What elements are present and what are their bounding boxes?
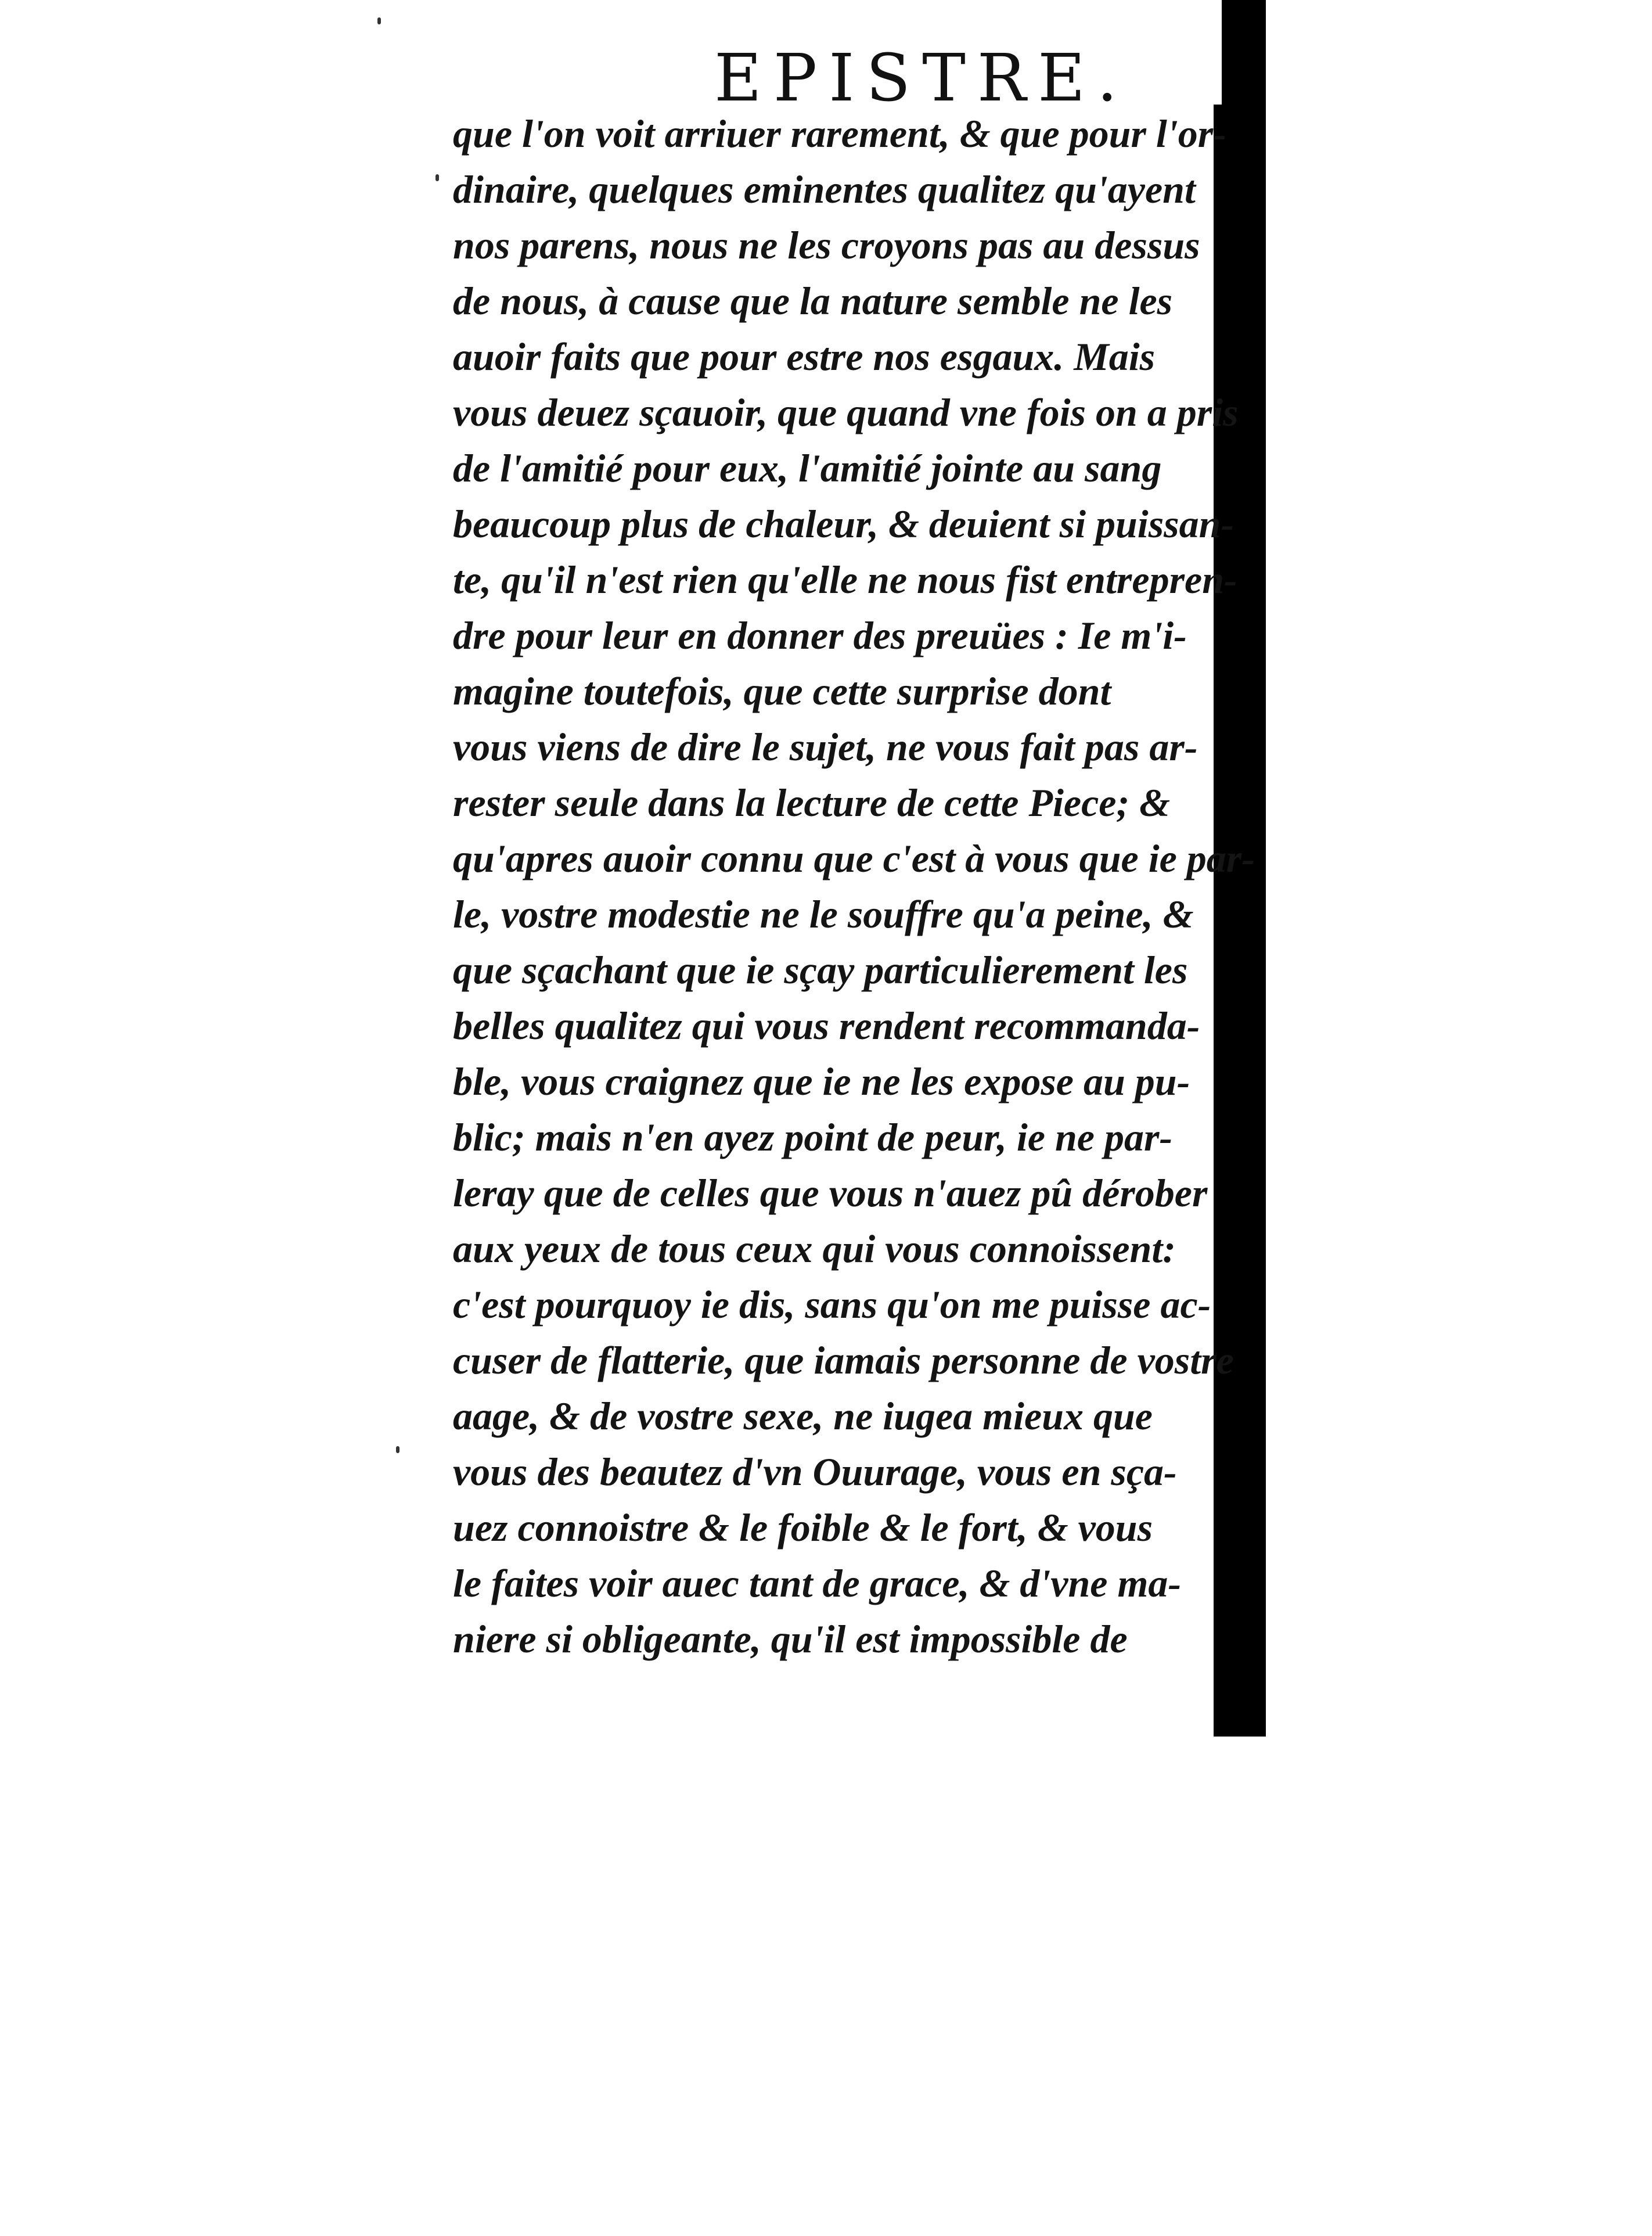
text-line: nos parens, nous ne les croyons pas au dessus — [453, 223, 1200, 267]
ink-speck — [396, 1446, 399, 1453]
text-line: auoir faits que pour estre nos esgaux. Mais — [453, 335, 1156, 379]
text-line: beaucoup plus de chaleur, & deuient si puissan- — [453, 502, 1234, 546]
ink-speck — [377, 17, 381, 24]
text-line: c'est pourquoy ie dis, sans qu'on me puisse ac- — [453, 1282, 1211, 1326]
text-line: niere si obligeante, qu'il est impossible de — [453, 1617, 1128, 1661]
text-line: ble, vous craignez que ie ne les expose au pu- — [453, 1059, 1190, 1103]
ink-speck — [436, 174, 439, 181]
text-line: magine toutefois, que cette surprise dont — [453, 669, 1111, 713]
text-line: cuser de flatterie, que iamais personne de vostre — [453, 1338, 1234, 1382]
text-line: que l'on voit arriuer rarement, & que pour l'or- — [453, 112, 1226, 156]
text-line: que sçachant que ie sçay particulierement les — [453, 948, 1188, 992]
text-line: belles qualitez qui vous rendent recommanda- — [453, 1004, 1200, 1048]
text-line: aux yeux de tous ceux qui vous connoissent: — [453, 1227, 1176, 1271]
text-line: le, vostre modestie ne le souffre qu'a peine, & — [453, 892, 1194, 936]
text-line: blic; mais n'en ayez point de peur, ie ne par- — [453, 1115, 1173, 1159]
body-text — [453, 105, 1266, 1673]
text-line: de nous, à cause que la nature semble ne les — [453, 279, 1173, 323]
text-line: le faites voir auec tant de grace, & d'vne ma- — [453, 1561, 1181, 1605]
running-title: EPISTRE. — [714, 41, 1129, 116]
text-line: rester seule dans la lecture de cette Piece; & — [453, 781, 1170, 825]
text-line: vous des beautez d'vn Ouurage, vous en sça- — [453, 1450, 1177, 1494]
text-line: aage, & de vostre sexe, ne iugea mieux que — [453, 1394, 1153, 1438]
text-line: leray que de celles que vous n'auez pû dérober — [453, 1171, 1208, 1215]
text-line: qu'apres auoir connu que c'est à vous que ie par- — [453, 836, 1255, 880]
text-line: de l'amitié pour eux, l'amitié jointe au sang — [453, 446, 1162, 490]
text-line: dre pour leur en donner des preuües : Ie m'i- — [453, 613, 1187, 657]
text-line: vous viens de dire le sujet, ne vous fait pas ar- — [453, 725, 1198, 769]
text-line: te, qu'il n'est rien qu'elle ne nous fist entrepren- — [453, 558, 1237, 602]
text-line: vous deuez sçauoir, que quand vne fois on a pris — [453, 390, 1239, 434]
text-line: dinaire, quelques eminentes qualitez qu'ayent — [453, 167, 1196, 211]
text-line: uez connoistre & le foible & le fort, & vous — [453, 1505, 1153, 1550]
